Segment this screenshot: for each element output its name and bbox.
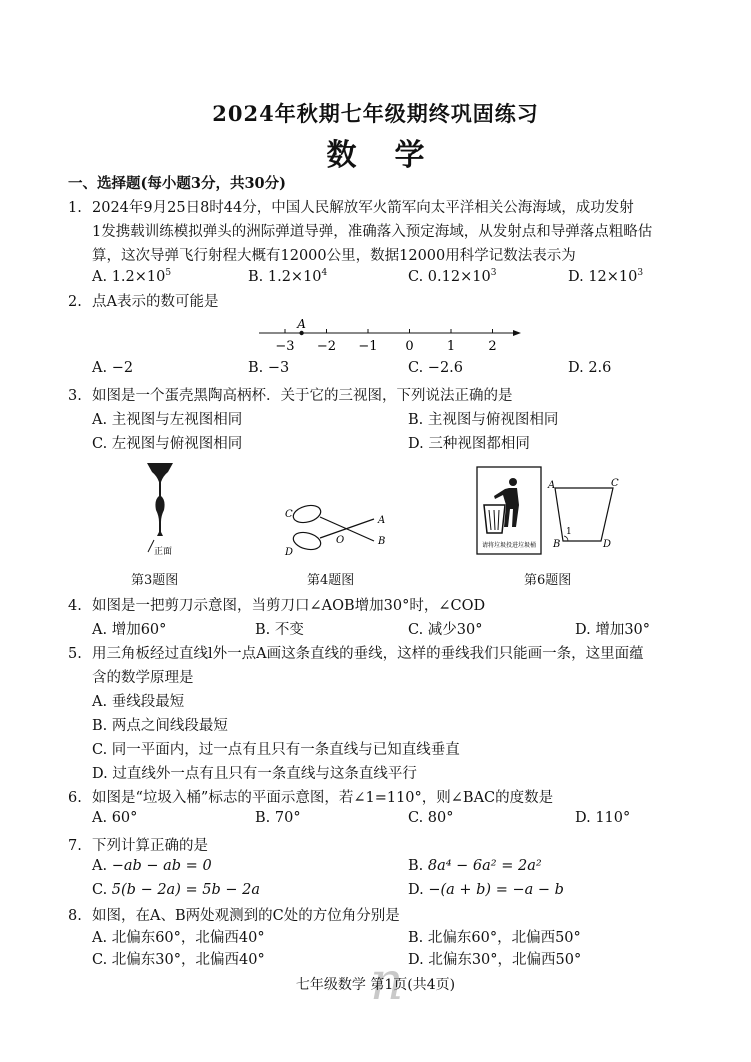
number-line-tick-label: −2 [316,339,337,354]
label-d: D [285,547,294,558]
option-c[interactable]: C. $0.12\times 10^3$ [408,268,497,285]
question-number: 7. [68,838,82,854]
number-line-tick-label: 2 [488,339,497,354]
trapezoid-abdc [555,488,613,541]
option-a[interactable]: A. −2 [92,360,134,376]
question-number: 5. [68,646,82,662]
option-a[interactable]: A. 北偏东60°，北偏西40° [92,930,265,946]
question-text: 含的数学原理是 [92,670,194,686]
sign-caption: 请将垃圾投进垃圾桶 [481,542,537,549]
label-b: B [378,536,386,547]
option-a[interactable]: A. 60° [92,810,138,826]
option-c[interactable]: C. 北偏东30°，北偏西40° [92,952,265,968]
figure-3-caption: 第3题图 [131,573,179,588]
point-a-marker [299,331,303,335]
question-number: 1. [68,200,82,216]
scissors-handle-upper [291,503,322,526]
question-number: 8. [68,908,82,924]
number-line-tick-label: 1 [446,339,456,354]
point-a-label: A [297,318,306,331]
number-line-arrow [513,330,521,336]
watermark-logo: n [370,952,404,1012]
option-d[interactable]: D. 过直线外一点有且只有一条直线与这条直线平行 [92,766,417,782]
page-footer: 七年级数学 第1页(共4页) [295,977,456,993]
question-number: 2. [68,294,82,310]
number-line [255,318,525,354]
subject-title: 数学 [326,138,463,173]
person-head [509,478,517,486]
question-text: 如图是“垃圾入桶”标志的平面示意图，若∠1=110°，则∠BAC的度数是 [92,790,554,806]
scissors-blade-a [320,519,374,538]
option-b[interactable]: B. 8a⁴ − 6a² = 2a² [408,858,542,874]
figure-6 [475,465,630,560]
figure-4-caption: 第4题图 [307,573,355,588]
option-b[interactable]: B. 北偏东60°，北偏西50° [408,930,581,946]
question-number: 3. [68,388,82,404]
label-c: C [611,478,619,489]
question-text: 算，这次导弹飞行射程大概有12000公里，数据12000用科学记数法表示为 [92,248,576,264]
option-a[interactable]: A. −ab − ab = 0 [92,858,212,874]
option-a[interactable]: A. $1.2\times 10^5$ [92,268,172,285]
option-d[interactable]: D. 北偏东30°，北偏西50° [408,952,582,968]
label-a: A [378,515,386,526]
option-c[interactable]: C. 减少30° [408,622,483,638]
question-text: 2024年9月25日8时44分，中国人民解放军火箭军向太平洋相关公海海域，成功发射 [92,200,634,216]
scissors-handle-lower [291,530,322,553]
option-b[interactable]: B. $1.2\times 10^4$ [248,268,328,285]
option-c[interactable]: C. 左视图与俯视图相同 [92,436,243,452]
figure-4-scissors [280,497,395,563]
label-b: B [553,539,561,550]
figure-6-caption: 第6题图 [524,573,572,588]
option-d[interactable]: D. 2.6 [568,360,612,376]
option-d[interactable]: D. 110° [575,810,631,826]
label-a: A [548,480,556,491]
option-c[interactable]: C. −2.6 [408,360,464,376]
goblet-shape [147,463,173,536]
number-line-tick-label: 0 [405,339,414,354]
option-b[interactable]: B. 两点之间线段最短 [92,718,228,734]
option-b[interactable]: B. 70° [255,810,301,826]
label-angle-1: 1 [566,527,572,537]
label-o: O [336,535,345,546]
question-text: 下列计算正确的是 [92,838,208,854]
number-line-tick-label: −3 [275,339,295,354]
figure-3-goblet [130,460,200,560]
option-c[interactable]: C. 80° [408,810,454,826]
front-label: 正面 [154,547,173,557]
question-text: 如图，在A、B两处观测到的C处的方位角分别是 [92,908,400,924]
option-c[interactable]: C. 5(b − 2a) = 5b − 2a [92,882,260,898]
option-d[interactable]: D. −(a + b) = −a − b [408,882,564,898]
question-text: 如图是一把剪刀示意图，当剪刀口∠AOB增加30°时，∠COD [92,598,486,614]
question-text: 用三角板经过直线l外一点A画这条直线的垂线，这样的垂线我们只能画一条，这里面蕴 [92,646,644,662]
question-number: 6. [68,790,82,806]
section-heading: 一、选择题(每小题3分，共30分) [68,175,286,192]
option-d[interactable]: D. 增加30° [575,622,651,638]
question-number: 4. [68,598,82,614]
option-a[interactable]: A. 垂线段最短 [92,694,185,710]
question-text: 1发携载训练模拟弹头的洲际弹道导弹，准确落入预定海域，从发射点和导弹落点粗略估 [92,224,653,240]
page-title: 2024年秋期七年级期终巩固练习 [212,101,539,126]
option-a[interactable]: A. 主视图与左视图相同 [92,412,243,428]
option-b[interactable]: B. 主视图与俯视图相同 [408,412,559,428]
label-d: D [603,539,612,550]
option-c[interactable]: C. 同一平面内，过一点有且只有一条直线与已知直线垂直 [92,742,460,758]
option-d[interactable]: D. $12\times 10^3$ [568,268,644,285]
option-d[interactable]: D. 三种视图都相同 [408,436,530,452]
number-line-tick-label: −1 [358,339,378,354]
label-c: C [285,509,293,520]
question-text: 点A表示的数可能是 [92,294,219,310]
option-b[interactable]: B. −3 [248,360,290,376]
option-a[interactable]: A. 增加60° [92,622,167,638]
option-b[interactable]: B. 不变 [255,622,304,638]
question-text: 如图是一个蛋壳黑陶高柄杯．关于它的三视图，下列说法正确的是 [92,388,513,404]
